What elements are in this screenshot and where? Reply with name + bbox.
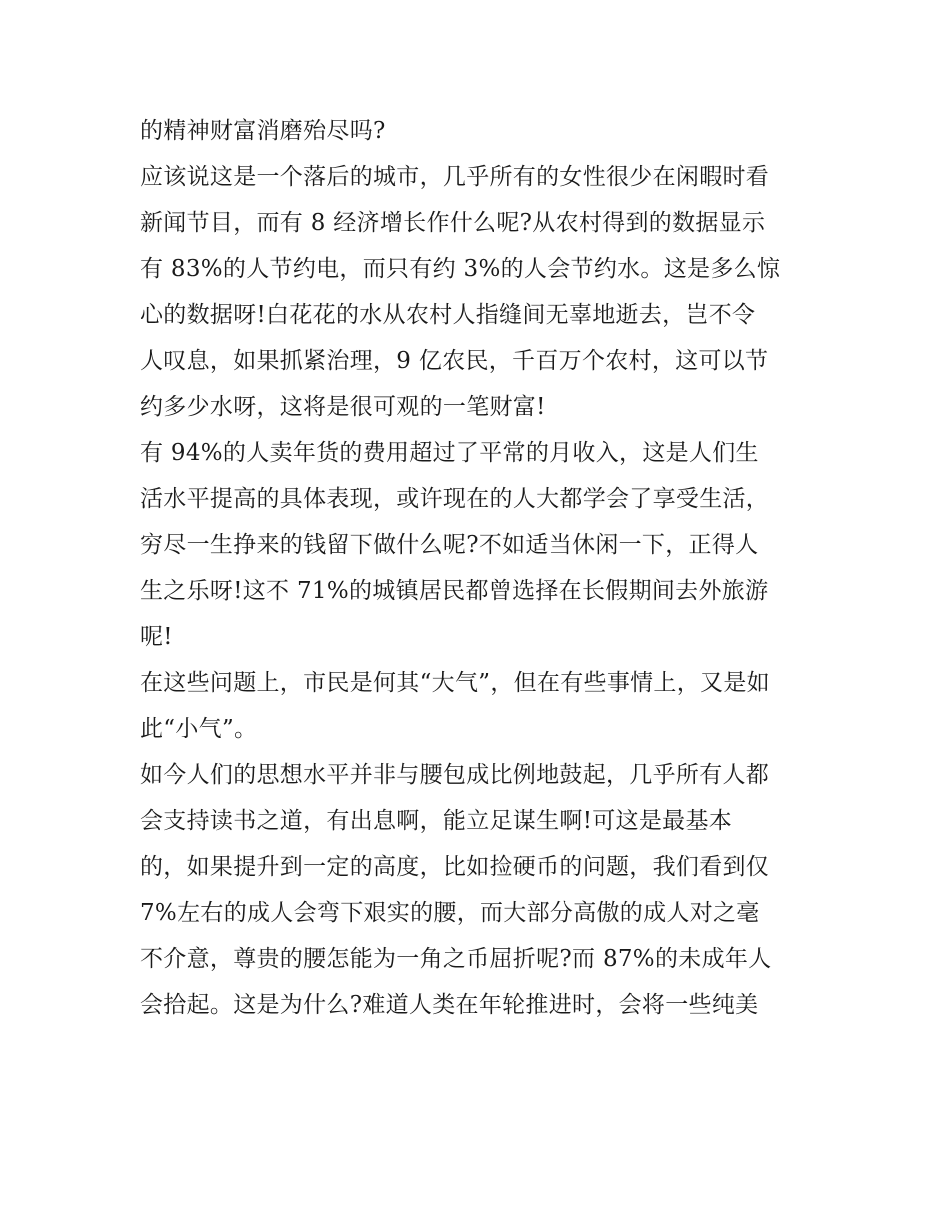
text-line: 人叹息，如果抓紧治理，9 亿农民，千百万个农村，这可以节	[140, 348, 769, 374]
text-line: 呢!	[140, 624, 173, 650]
text-line: 生之乐呀!这不 71%的城镇居民都曾选择在长假期间去外旅游	[140, 578, 769, 604]
text-line: 如今人们的思想水平并非与腰包成比例地鼓起，几乎所有人都	[140, 762, 770, 788]
text-line: 的，如果提升到一定的高度，比如捡硬币的问题，我们看到仅	[140, 854, 770, 880]
text-line: 有 94%的人卖年货的费用超过了平常的月收入，这是人们生	[140, 440, 759, 466]
text-line: 7%左右的成人会弯下艰实的腰，而大部分高傲的成人对之毫	[140, 900, 760, 926]
text-line: 在这些问题上，市民是何其“大气”，但在有些事情上，又是如	[140, 670, 770, 696]
document-body	[140, 108, 830, 1028]
text-line: 新闻节目，而有 8 经济增长作什么呢?从农村得到的数据显示	[140, 210, 766, 236]
text-line: 此“小气”。	[140, 716, 258, 742]
text-line: 不介意，尊贵的腰怎能为一角之币屈折呢?而 87%的未成年人	[140, 946, 772, 972]
text-line: 的精神财富消磨殆尽吗?	[140, 118, 386, 144]
text-line: 约多少水呀，这将是很可观的一笔财富!	[140, 394, 546, 420]
text-line: 穷尽一生挣来的钱留下做什么呢?不如适当休闲一下，正得人	[140, 532, 759, 558]
text-line: 应该说这是一个落后的城市，几乎所有的女性很少在闲暇时看	[140, 164, 770, 190]
text-line: 心的数据呀!白花花的水从农村人指缝间无辜地逝去，岂不令	[140, 302, 756, 328]
text-line: 会拾起。这是为什么?难道人类在年轮推进时，会将一些纯美	[140, 992, 759, 1018]
text-line: 会支持读书之道，有出息啊，能立足谋生啊!可这是最基本	[140, 808, 733, 834]
text-line: 有 83%的人节约电，而只有约 3%的人会节约水。这是多么惊	[140, 256, 781, 282]
text-line: 活水平提高的具体表现，或许现在的人大都学会了享受生活，	[140, 486, 770, 512]
